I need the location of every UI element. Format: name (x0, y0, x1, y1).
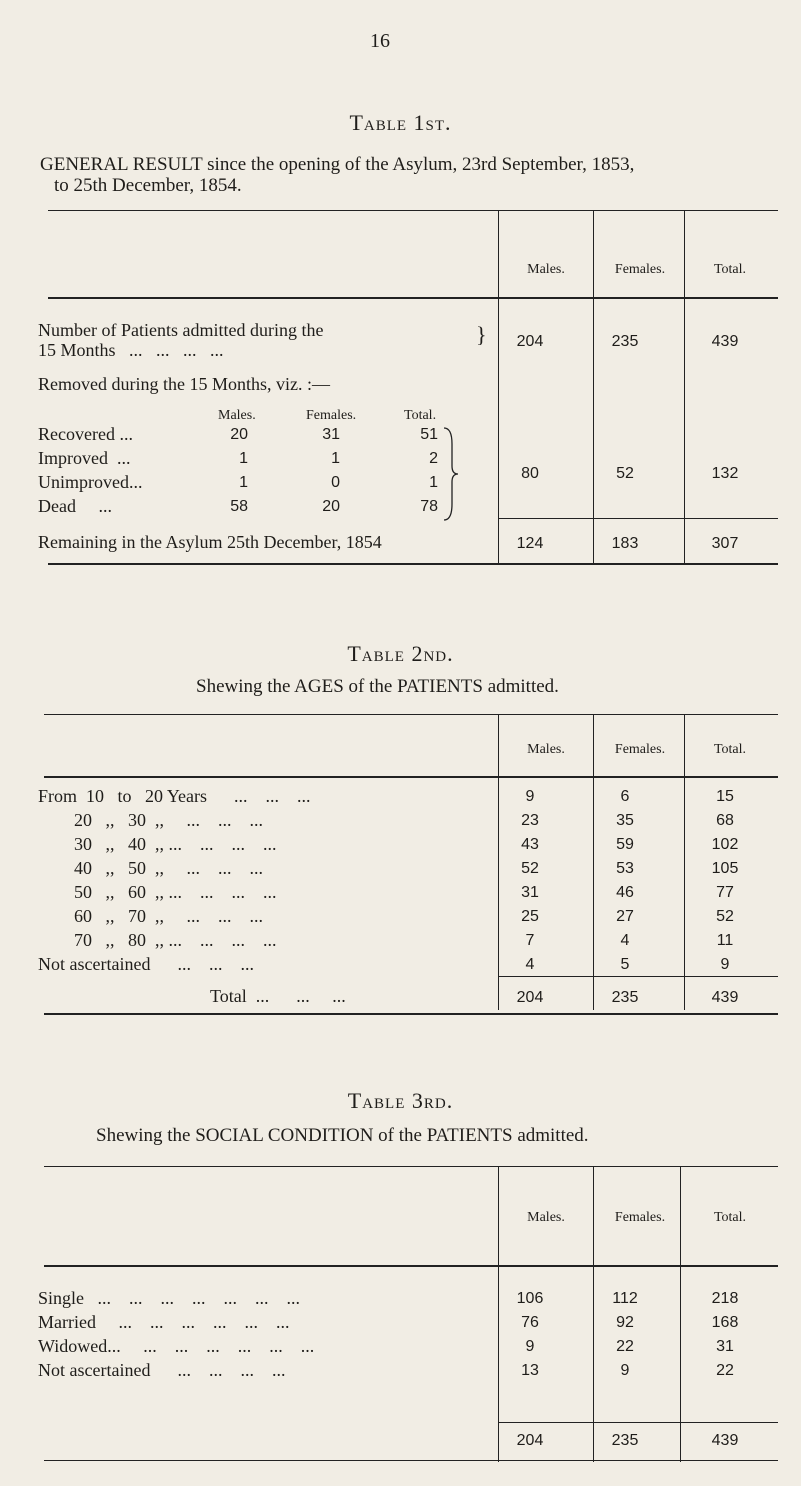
table2-row-total: 11 (716, 932, 734, 949)
table1-header-total: Total. (713, 262, 747, 277)
table1-admitted-total: 439 (711, 333, 739, 350)
table2-row-total: 77 (716, 884, 734, 901)
table2-row-females: 27 (616, 908, 634, 925)
table1-sub-row-females: 31 (322, 426, 340, 443)
table1-sub-row-females: 0 (331, 474, 340, 491)
table1-admitted-males: 204 (516, 333, 544, 350)
table1-remaining-males: 124 (516, 535, 544, 552)
table1-admitted-label-2: 15 Months ... ... ... ... (38, 340, 224, 360)
table2-total-total: 439 (711, 989, 739, 1006)
table2-row-females: 4 (620, 932, 630, 949)
table1-removed-brace (442, 424, 462, 524)
table3-row-label: Single ... ... ... ... ... ... ... (38, 1288, 301, 1308)
table1-sub-header-total: Total. (404, 408, 437, 423)
table3-header-males: Males. (527, 1210, 565, 1225)
table1-title: Table 1st. (349, 110, 452, 135)
table2-total-label: Total ... ... ... (210, 986, 346, 1006)
table3-total-males: 204 (516, 1432, 544, 1449)
table3-bottom-rule (44, 1460, 778, 1461)
table1-header-females: Females. (614, 262, 666, 277)
table1-removed-label: Removed during the 15 Months, viz. :— (38, 374, 330, 394)
table2-row-females: 53 (616, 860, 634, 877)
table2-header-males: Males. (527, 742, 565, 757)
table2-header-rule (44, 776, 778, 778)
table2-row-label: 70 ,, 80 ,, ... ... ... ... (38, 930, 277, 950)
table1-sub-row-label: Improved ... (38, 448, 131, 468)
table2-row-females: 5 (620, 956, 630, 973)
table2-bottom-rule (44, 1013, 778, 1015)
table1-sub-row-females: 1 (331, 450, 340, 467)
table1-sub-header-females: Females. (306, 408, 357, 423)
table2-header-females: Females. (614, 742, 666, 757)
table3-total-rule (498, 1422, 778, 1423)
table2-row-males: 23 (521, 812, 539, 829)
table3-row-total: 22 (716, 1362, 734, 1379)
table1-header-males: Males. (527, 262, 565, 277)
table3-row-label: Widowed... ... ... ... ... ... ... (38, 1336, 315, 1356)
table3-row-females: 9 (620, 1362, 630, 1379)
table3-row-total: 31 (716, 1338, 734, 1355)
table3-row-males: 76 (521, 1314, 539, 1331)
table2-row-males: 31 (521, 884, 539, 901)
table2-col-divider-3 (684, 714, 685, 1010)
table2-row-females: 6 (620, 788, 630, 805)
table3-row-females: 112 (612, 1290, 638, 1307)
table2-row-females: 35 (616, 812, 634, 829)
table1-subtitle-line1: GENERAL RESULT since the opening of the Asylum, 23rd September, 1853, (40, 154, 635, 175)
table2-row-total: 68 (716, 812, 734, 829)
page-number: 16 (370, 30, 390, 52)
table1-sub-header-males: Males. (218, 408, 256, 423)
table2-row-males: 9 (525, 788, 535, 805)
table1-removed-females: 52 (616, 465, 634, 482)
table1-sub-row-males: 58 (230, 498, 248, 515)
table1-remaining-label: Remaining in the Asylum 25th December, 1854 (38, 532, 382, 552)
table1-sub-row-females: 20 (322, 498, 340, 515)
table2-total-females: 235 (611, 989, 639, 1006)
table2-row-total: 15 (716, 788, 734, 805)
table1-sub-row-label: Recovered ... (38, 424, 133, 444)
table2-row-label: 60 ,, 70 ,, ... ... ... (38, 906, 263, 926)
table2-row-label: From 10 to 20 Years ... ... ... (38, 786, 311, 806)
table3-header-rule (44, 1265, 778, 1267)
table3-row-label: Not ascertained ... ... ... ... (38, 1360, 286, 1380)
table1-sub-row-males: 1 (239, 474, 248, 491)
table2-row-label: 20 ,, 30 ,, ... ... ... (38, 810, 263, 830)
table2-row-total: 9 (720, 956, 730, 973)
table3-total-total: 439 (711, 1432, 739, 1449)
table2-row-label: Not ascertained ... ... ... (38, 954, 254, 974)
table1-sub-row-males: 20 (230, 426, 248, 443)
table3-header-total: Total. (713, 1210, 747, 1225)
table3-title: Table 3rd. (347, 1088, 454, 1113)
table3-total-females: 235 (611, 1432, 639, 1449)
table3-row-females: 22 (616, 1338, 634, 1355)
table1-sub-row-total: 51 (420, 426, 438, 443)
table3-top-rule (44, 1166, 778, 1167)
table2-row-males: 4 (525, 956, 535, 973)
table2-top-rule (44, 714, 778, 715)
table1-removed-males: 80 (521, 465, 539, 482)
table2-row-label: 30 ,, 40 ,, ... ... ... ... (38, 834, 277, 854)
table1-removed-total: 132 (711, 465, 739, 482)
table3-subtitle: Shewing the SOCIAL CONDITION of the PATIENTS admitted. (96, 1125, 589, 1146)
table2-row-total: 105 (711, 860, 739, 877)
table3-row-label: Married ... ... ... ... ... ... (38, 1312, 290, 1332)
table1-admitted-brace: } (476, 322, 487, 347)
table2-subtitle: Shewing the AGES of the PATIENTS admitted. (196, 676, 559, 697)
table1-admitted-label-1: Number of Patients admitted during the (38, 320, 324, 340)
table2-row-total: 52 (716, 908, 734, 925)
table2-row-males: 7 (525, 932, 535, 949)
table2-row-females: 59 (616, 836, 634, 853)
table1-remaining-total: 307 (711, 535, 739, 552)
table3-row-males: 9 (525, 1338, 535, 1355)
table2-row-label: 40 ,, 50 ,, ... ... ... (38, 858, 263, 878)
table2-total-males: 204 (516, 989, 544, 1006)
table1-sub-row-total: 2 (429, 450, 438, 467)
table1-top-rule (48, 210, 778, 211)
table3-row-total: 218 (711, 1290, 739, 1307)
table2-row-males: 43 (521, 836, 539, 853)
table3-header-females: Females. (614, 1210, 666, 1225)
table3-row-males: 13 (521, 1362, 539, 1379)
table2-row-males: 52 (521, 860, 539, 877)
table1-sub-row-label: Unimproved... (38, 472, 143, 492)
table1-sub-row-total: 78 (420, 498, 438, 515)
table2-col-divider-1 (498, 714, 499, 1010)
table1-admitted-females: 235 (611, 333, 639, 350)
table2-title: Table 2nd. (347, 641, 454, 666)
table2-row-females: 46 (616, 884, 634, 901)
table2-col-divider-2 (593, 714, 594, 1010)
table2-row-total: 102 (711, 836, 739, 853)
table2-row-label: 50 ,, 60 ,, ... ... ... ... (38, 882, 277, 902)
table1-sub-row-males: 1 (239, 450, 248, 467)
table2-total-rule (498, 976, 778, 977)
table1-subtitle-line2: to 25th December, 1854. (54, 175, 242, 196)
table1-remaining-females: 183 (611, 535, 639, 552)
table1-header-rule (48, 297, 778, 299)
table2-row-males: 25 (521, 908, 539, 925)
table3-row-females: 92 (616, 1314, 634, 1331)
table1-bottom-rule (48, 563, 778, 565)
table1-sub-row-label: Dead ... (38, 496, 112, 516)
table1-sub-row-total: 1 (429, 474, 438, 491)
table3-row-total: 168 (711, 1314, 739, 1331)
table3-row-males: 106 (516, 1290, 544, 1307)
table2-header-total: Total. (713, 742, 747, 757)
table1-remaining-rule (498, 518, 778, 519)
